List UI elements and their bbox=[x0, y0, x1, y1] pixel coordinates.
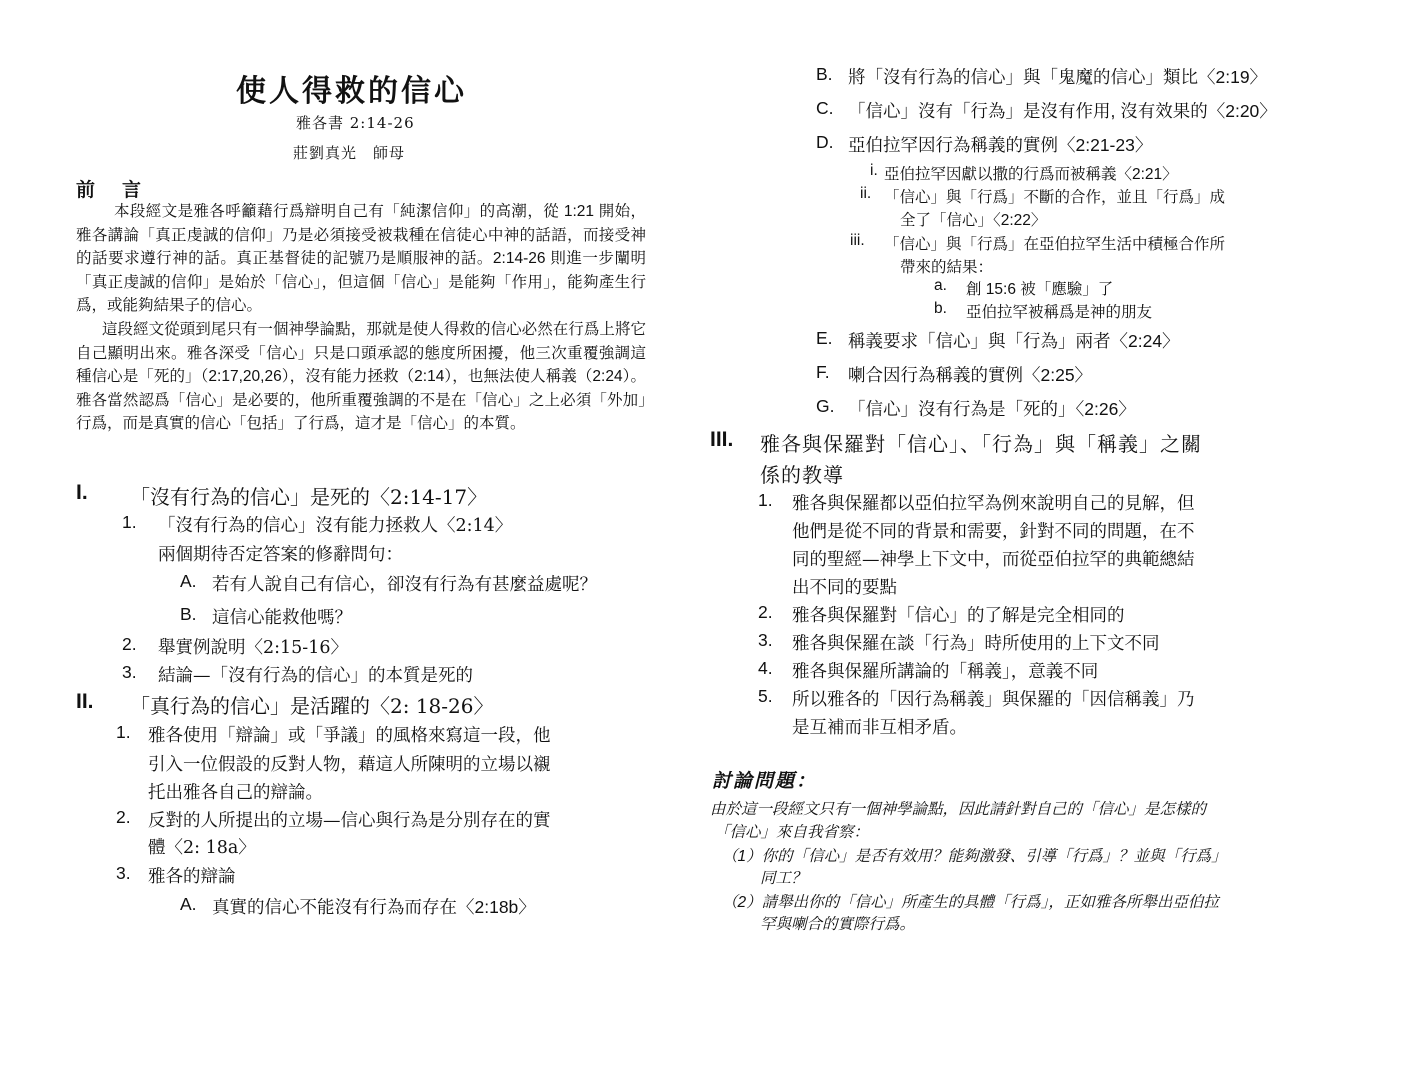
item-c-label: C. bbox=[816, 98, 834, 118]
intro-heading: 前 言 bbox=[76, 179, 146, 201]
section-2-title: 「真行為的信心」是活躍的〈2: 18-26〉 bbox=[130, 694, 494, 718]
s2-item-2-line-1: 反對的人所提出的立場—信心與行為是分別存在的實 bbox=[148, 811, 551, 831]
question-2-line-2: 罕與喇合的實際行爲。 bbox=[760, 916, 916, 933]
d-sub-b: 亞伯拉罕被稱爲是神的朋友 bbox=[966, 304, 1153, 321]
s3-point-2-num: 2. bbox=[758, 602, 773, 622]
d-sub-iii-label: iii. bbox=[850, 232, 865, 249]
s1-item-1: 「沒有行為的信心」沒有能力拯救人〈2:14〉 bbox=[158, 516, 513, 536]
s3-point-5-num: 5. bbox=[758, 686, 773, 706]
s3-point-1-line-2: 他們是從不同的背景和需要，針對不同的問題，在不 bbox=[792, 522, 1195, 542]
s2-item-3: 雅各的辯論 bbox=[148, 867, 236, 887]
question-1-line-2: 同工？ bbox=[760, 870, 807, 887]
s2-item-1-line-3: 托出雅各自己的辯論。 bbox=[148, 783, 323, 803]
section-2-numeral: II. bbox=[76, 690, 94, 713]
s3-point-3-num: 3. bbox=[758, 630, 773, 650]
s3-point-1-line-1: 雅各與保羅都以亞伯拉罕為例來說明自己的見解，但 bbox=[792, 494, 1195, 514]
discussion-intro-line-1: 由於這一段經文只有一個神學論點，因此請針對自己的「信心」是怎樣的 bbox=[710, 801, 1207, 818]
d-sub-i-label: i. bbox=[870, 162, 878, 179]
intro-paragraph-2: 這段經文從頭到尾只有一個神學論點，那就是使人得救的信心必然在行爲上將它自己顯明出來。雅各深受「信心」只是口頭承認的態度所困擾，他三次重覆強調這種信心是「死的」（2:17,20,26），沒有能力拯救（2:14），也無法使人稱義（2:24）。雅各當然認爲「信心」是必要的，他所重覆強調的不是在「信心」之上必須「外加」行爲，而是真實的信心「包括」了行爲，這才是「信心」的本質。 bbox=[76, 321, 646, 432]
s3-point-4: 雅各與保羅所講論的「稱義」，意義不同 bbox=[792, 662, 1099, 682]
item-g-label: G. bbox=[816, 396, 835, 416]
s2-item-1-num: 1. bbox=[116, 722, 131, 742]
d-sub-i: 亞伯拉罕因獻以撒的行爲而被稱義〈2:21〉 bbox=[884, 166, 1178, 183]
intro-paragraph-1: 本段經文是雅各呼籲藉行爲辯明自己有「純潔信仰」的高潮，從 1:21 開始，雅各講論「真正虔誠的信仰」乃是必須接受被栽種在信徒心中神的話語，而接受神的話要求遵行神的話。真正基督徒的記號乃是順服神的話。2:14-26 則進一步闡明「真正虔誠的信仰」是始於「信心」，但這個「信心」是能夠「作用」，能夠產生行爲，或能夠結果子的信心。 bbox=[76, 203, 646, 314]
s2-item-2-num: 2. bbox=[116, 807, 131, 827]
item-d: 亞伯拉罕因行為稱義的實例〈2:21-23〉 bbox=[848, 135, 1153, 155]
s3-point-5-line-2: 是互補而非互相矛盾。 bbox=[792, 718, 967, 738]
s1-a: 若有人說自己有信心，卻沒有行為有甚麼益處呢？ bbox=[212, 574, 597, 594]
d-sub-a: 創 15:6 被「應驗」了 bbox=[966, 281, 1114, 298]
s2-item-1-line-1: 雅各使用「辯論」或「爭議」的風格來寫這一段，他 bbox=[148, 726, 551, 746]
item-c: 「信心」沒有「行為」是沒有作用, 沒有效果的〈2:20〉 bbox=[848, 101, 1277, 121]
s3-point-5-line-1: 所以雅各的「因行為稱義」與保羅的「因信稱義」乃 bbox=[792, 690, 1195, 710]
question-1-line-1: （1）你的「信心」是否有效用？能夠激發、引導「行爲」？並與「行爲」 bbox=[722, 848, 1227, 865]
item-b-label: B. bbox=[816, 64, 833, 84]
s1-item-1-num: 1. bbox=[122, 512, 137, 532]
question-2-line-1: （2）請舉出你的「信心」所產生的具體「行爲」，正如雅各所舉出亞伯拉 bbox=[722, 894, 1219, 911]
item-e: 稱義要求「信心」與「行為」兩者〈2:24〉 bbox=[848, 331, 1180, 351]
s2-item-1-line-2: 引入一位假設的反對人物，藉這人所陳明的立場以襯 bbox=[148, 755, 551, 775]
s1-b-label: B. bbox=[180, 604, 197, 624]
s3-point-1-line-4: 出不同的要點 bbox=[792, 578, 897, 598]
s1-item-3: 結論—「沒有行為的信心」的本質是死的 bbox=[158, 666, 473, 686]
discussion-intro-line-2: 「信心」來自我省察： bbox=[714, 824, 870, 841]
scripture-reference: 雅各書 2:14-26 bbox=[296, 114, 415, 132]
section-3-numeral: III. bbox=[710, 428, 734, 451]
s2-item-3-num: 3. bbox=[116, 863, 131, 883]
discussion-heading: 討論問題： bbox=[712, 770, 818, 792]
item-b: 將「沒有行為的信心」與「鬼魔的信心」類比〈2:19〉 bbox=[848, 67, 1268, 87]
s3-point-1-line-3: 同的聖經—神學上下文中，而從亞伯拉罕的典範總結 bbox=[792, 550, 1195, 570]
s1-item-1-note: 兩個期待否定答案的修辭問句： bbox=[158, 545, 403, 565]
s3-point-4-num: 4. bbox=[758, 658, 773, 678]
s1-a-label: A. bbox=[180, 571, 197, 591]
section-3-title-line-1: 雅各與保羅對「信心」、「行為」與「稱義」之關 bbox=[760, 432, 1202, 456]
item-g: 「信心」沒有行為是「死的」〈2:26〉 bbox=[848, 399, 1136, 419]
d-sub-a-label: a. bbox=[934, 277, 947, 294]
s2-a: 真實的信心不能沒有行為而存在〈2:18b〉 bbox=[212, 897, 536, 917]
s2-a-label: A. bbox=[180, 894, 197, 914]
s1-item-2-num: 2. bbox=[122, 634, 137, 654]
item-d-label: D. bbox=[816, 132, 834, 152]
s3-point-1-num: 1. bbox=[758, 490, 773, 510]
item-f: 喇合因行為稱義的實例〈2:25〉 bbox=[848, 365, 1093, 385]
d-sub-ii-line-2: 全了「信心」〈2:22〉 bbox=[900, 212, 1047, 229]
section-3-title-line-2: 係的教導 bbox=[760, 463, 844, 487]
s3-point-3: 雅各與保羅在談「行為」時所使用的上下文不同 bbox=[792, 634, 1160, 654]
s3-point-2: 雅各與保羅對「信心」的了解是完全相同的 bbox=[792, 606, 1125, 626]
item-e-label: E. bbox=[816, 328, 833, 348]
item-f-label: F. bbox=[816, 362, 830, 382]
section-1-title: 「沒有行為的信心」是死的〈2:14-17〉 bbox=[130, 485, 488, 509]
section-1-numeral: I. bbox=[76, 481, 88, 504]
s1-item-2: 舉實例說明〈2:15-16〉 bbox=[158, 638, 348, 658]
page-title: 使人得救的信心 bbox=[236, 74, 467, 109]
d-sub-b-label: b. bbox=[934, 300, 947, 317]
s1-item-3-num: 3. bbox=[122, 662, 137, 682]
s1-b: 這信心能救他嗎？ bbox=[212, 607, 352, 627]
d-sub-iii-line-1: 「信心」與「行爲」在亞伯拉罕生活中積極合作所 bbox=[884, 236, 1226, 253]
s2-item-2-line-2: 體〈2: 18a〉 bbox=[148, 838, 256, 858]
d-sub-ii-label: ii. bbox=[860, 185, 872, 202]
d-sub-iii-line-2: 帶來的結果： bbox=[900, 259, 994, 276]
d-sub-ii-line-1: 「信心」與「行爲」不斷的合作，並且「行爲」成 bbox=[884, 189, 1226, 206]
author: 莊劉真光 師母 bbox=[293, 144, 406, 162]
